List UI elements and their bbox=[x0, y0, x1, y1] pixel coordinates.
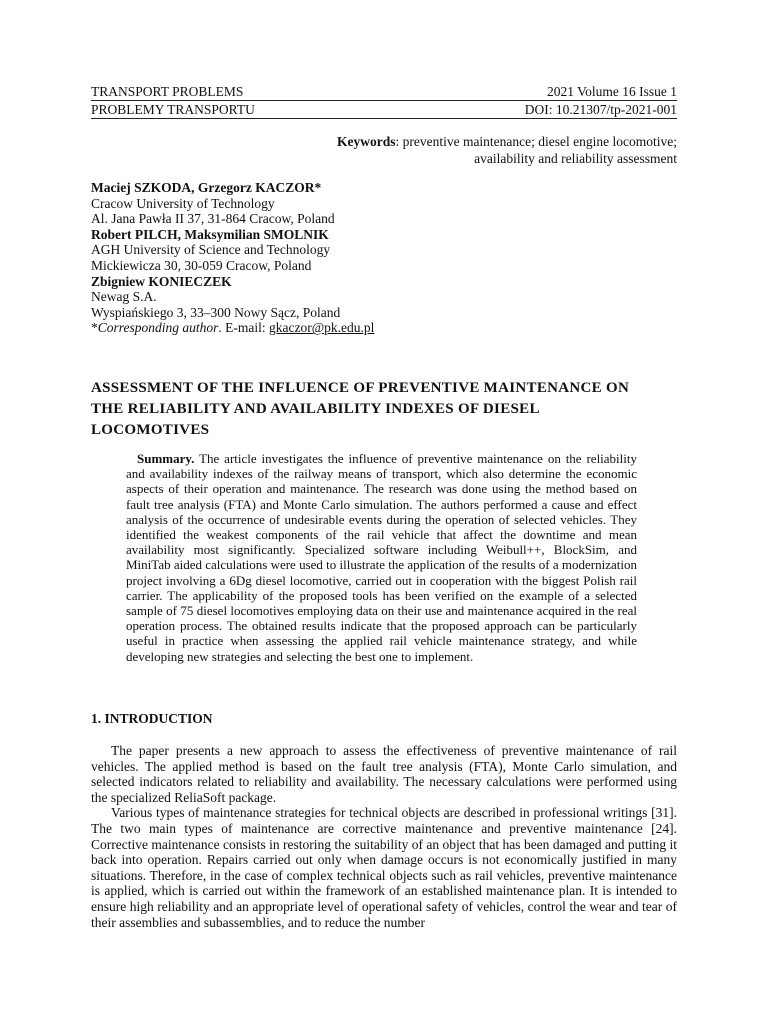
running-header-bottom bbox=[91, 102, 677, 118]
keywords-block bbox=[277, 133, 677, 167]
address-3: Wyspiańskiego 3, 33–300 Nowy Sącz, Poland bbox=[91, 304, 341, 320]
author-names-1: Maciej SZKODA, Grzegorz KACZOR* bbox=[91, 180, 322, 195]
running-header-top bbox=[91, 84, 677, 100]
address-1: Al. Jana Pawła II 37, 31-864 Cracow, Poland bbox=[91, 211, 335, 227]
summary-text: The article investigates the influence of preventive maintenance on the reliability and availability indexes of the railway means of transport, which also determine the economic aspects of their operation and maintenance. The research was done using the method based on fault tree analysis (FTA) and Monte Carlo simulation. The authors performed a cause and effect analysis of the occurrence of undesirable events during the operation of selected vehicles. They identified the weakest components of the rail vehicle that affect the downtime and mean availability most significantly. Specialized software including Weibull++, BlockSim, and MiniTab aided calculations were used to illustrate the application of the results of a modernization project involving a 6Dg diesel locomotive, carried out in cooperation with the biggest Polish rail carrier. The applicability of the proposed tools has been verified on the example of a selected sample of 75 diesel locomotives employing data on their use and maintenance acquired in the real operation process. The obtained results indicate that the proposed approach can be particularly useful in practice when assessing the applied rail vehicle maintenance strategy, and while developing new strategies and selecting the best one to implement. bbox=[126, 451, 638, 664]
affiliation-3: Newag S.A. bbox=[91, 289, 157, 305]
email-link[interactable]: gkaczor@pk.edu.pl bbox=[269, 320, 375, 336]
author-names-2: Robert PILCH, Maksymilian SMOLNIK bbox=[91, 226, 329, 242]
abstract bbox=[126, 451, 637, 664]
summary-label: Summary. bbox=[137, 451, 195, 466]
volume-issue: 2021 Volume 16 Issue 1 bbox=[546, 84, 677, 99]
title-line-3: LOCOMOTIVES bbox=[91, 422, 210, 438]
authors-block bbox=[91, 180, 651, 336]
affiliation-1: Cracow University of Technology bbox=[91, 195, 275, 211]
affiliation-2: AGH University of Science and Technology bbox=[91, 242, 331, 258]
keywords-line1: : preventive maintenance; diesel engine locomotive; bbox=[395, 134, 677, 149]
corresponding-label: Corresponding author bbox=[97, 320, 219, 336]
title-line-2: THE RELIABILITY AND AVAILABILITY INDEXES OF DIESEL bbox=[91, 401, 540, 417]
title-line-1: ASSESSMENT OF THE INFLUENCE OF PREVENTIVE MAINTENANCE ON bbox=[91, 380, 630, 396]
keywords-label: Keywords bbox=[336, 134, 396, 149]
journal-name-pl: PROBLEMY TRANSPORTU bbox=[91, 102, 255, 117]
introduction-paragraph-2: Various types of maintenance strategies for technical objects are described in professional writings [31]. The two main types of maintenance are corrective maintenance and preventive maintenance [24]. Corrective maintenance consists in restoring the suitability of an object that has been damaged and putting it back into operation. Repairs carried out only when damage occurs is not economically justified in many situations. Therefore, in the case of complex technical objects such as rail vehicles, preventive maintenance is applied, which is carried out within the framework of an established maintenance plan. It is intended to ensure high reliability and an appropriate level of operational safety of vehicles, control the wear and tear of their assemblies and subassemblies, and to reduce the number bbox=[91, 805, 677, 930]
journal-name-en: TRANSPORT PROBLEMS bbox=[91, 84, 244, 99]
doi: DOI: 10.21307/tp-2021-001 bbox=[524, 102, 677, 117]
address-2: Mickiewicza 30, 30-059 Cracow, Poland bbox=[91, 257, 312, 273]
author-names-3: Zbigniew KONIECZEK bbox=[91, 273, 232, 289]
email-label: . E-mail: bbox=[218, 320, 270, 336]
corresponding-asterisk: * bbox=[91, 320, 98, 336]
corresponding-author bbox=[91, 320, 651, 336]
header-divider-bottom bbox=[91, 118, 677, 119]
keywords-line2: availability and reliability assessment bbox=[474, 151, 677, 166]
section-heading-introduction: 1. INTRODUCTION bbox=[91, 711, 213, 726]
introduction-body bbox=[91, 743, 677, 930]
paper-title bbox=[91, 378, 681, 441]
introduction-paragraph-1: The paper presents a new approach to assess the effectiveness of preventive maintenance of rail vehicles. The applied method is based on the fault tree analysis (FTA), Monte Carlo simulation, and selected indicators related to reliability and availability. The necessary calculations were performed using the specialized ReliaSoft package. bbox=[91, 743, 677, 805]
header-divider bbox=[91, 100, 677, 101]
